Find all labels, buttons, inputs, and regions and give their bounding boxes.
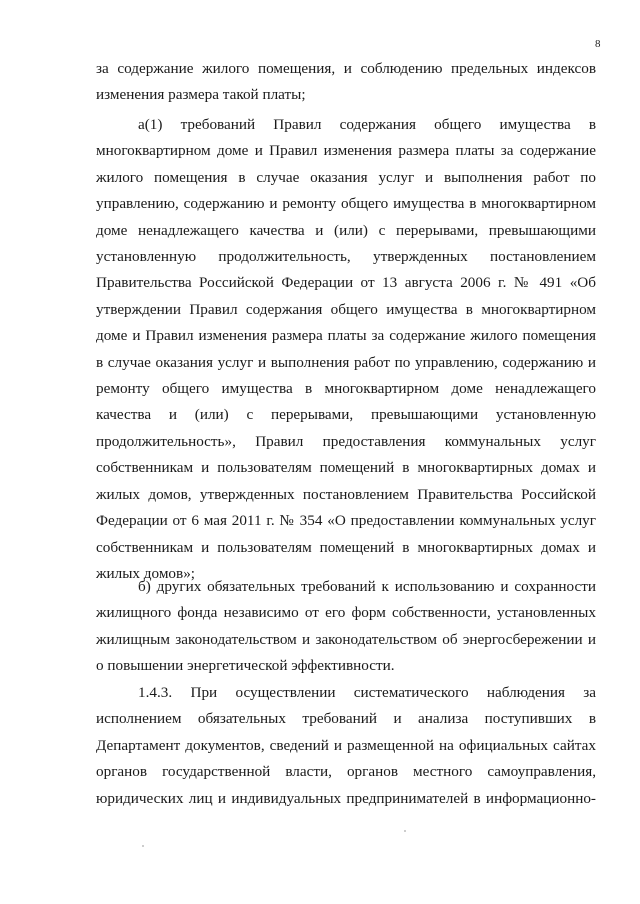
- paragraph-b-requirements: б) других обязательных требований к использованию и сохранности жилищного фонда независимо от его форм собственности, установленных жилищным законодательством и законодательством об энергосбережении и о повышении энергетической эффективности.: [96, 578, 596, 675]
- paragraph-1-4-3: 1.4.3. При осуществлении систематического наблюдения за исполнением обязательных требований и анализа поступивших в Департамент документов, сведений и размещенной на официальных сайтах органов государственной власти, органов местного самоуправления, юридических лиц и индивидуальных предпринимателей в информационно-: [96, 684, 596, 807]
- page-number: 8: [595, 38, 601, 50]
- scan-artifact: [142, 845, 144, 847]
- paragraph-a1-requirements: а(1) требований Правил содержания общего имущества в многоквартирном доме и Правил изменения размера платы за содержание жилого помещения в случае оказания услуг и выполнения работ по управлению, содержанию и ремонту общего имущества в многоквартирном доме ненадлежащего качества и (или) с перерывами, превышающими установленную продолжительность, утвержденных постановлением Правительства Российской Федерации от 13 августа 2006 г. № 491 «Об утверждении Правил содержания общего имущества в многоквартирном доме и Правил изменения размера платы за содержание жилого помещения в случае оказания услуг и выполнения работ по управлению, содержанию и ремонту общего имущества в многоквартирном доме ненадлежащего качества и (или) с перерывами, превышающими установленную продолжительность», Правил предоставления коммунальных услуг собственникам и пользователям помещений в многоквартирных домах и жилых домов, утвержденных постановлением Правительства Российской Федерации от 6 мая 2011 г. № 354 «О предоставлении коммунальных услуг собственникам и пользователям помещений в многоквартирных домах и жилых домов»;: [96, 116, 596, 582]
- scan-artifact: [404, 830, 406, 832]
- paragraph-continuation: за содержание жилого помещения, и соблюдению предельных индексов изменения размера такой платы;: [96, 60, 596, 104]
